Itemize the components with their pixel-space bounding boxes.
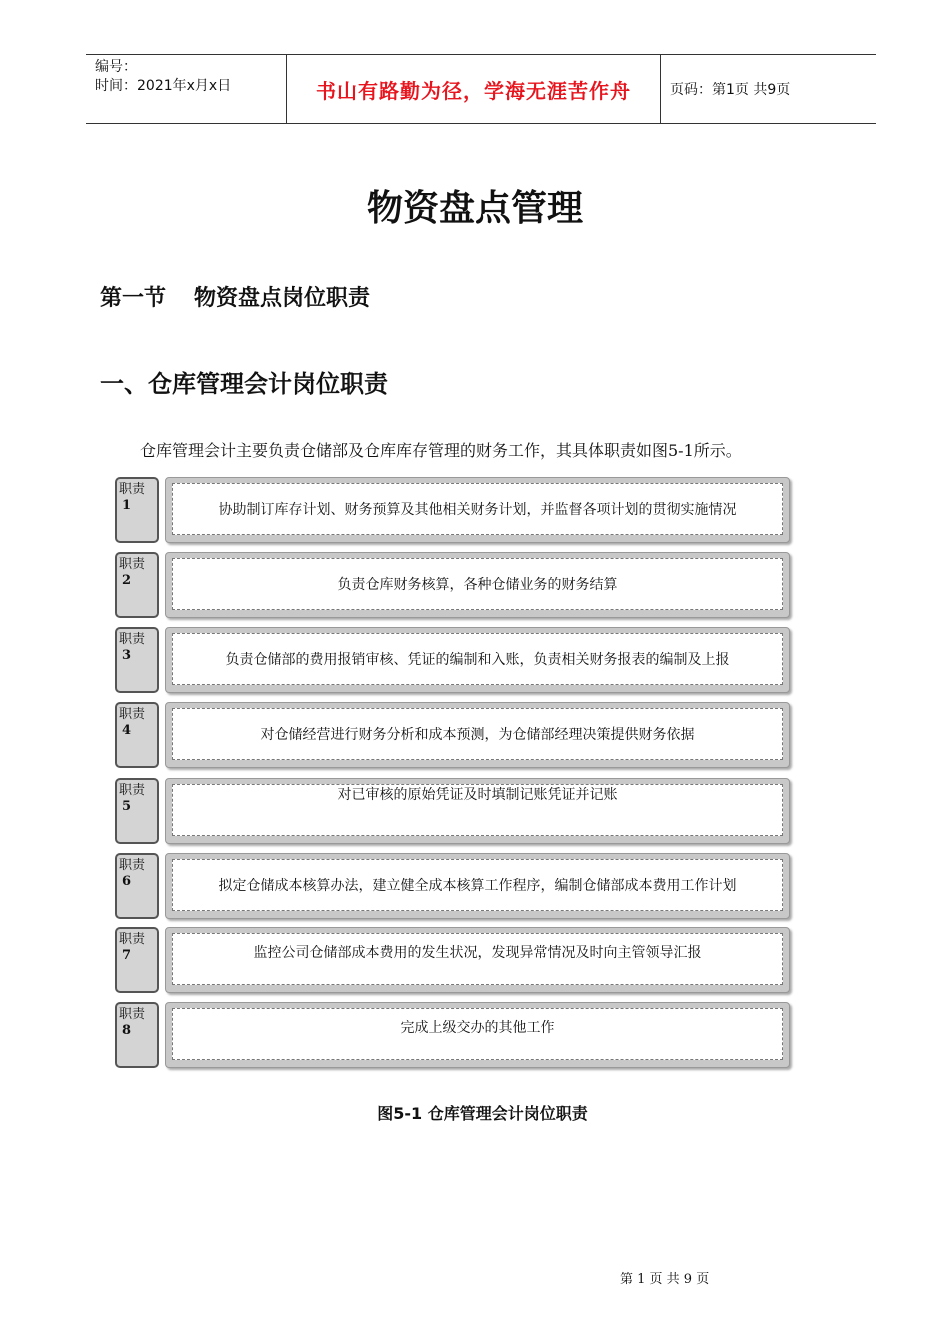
duty-row (115, 702, 790, 768)
document-number: 编号： (95, 59, 137, 75)
duty-box (165, 853, 790, 919)
duty-text: 拟定仓储成本核算办法，建立健全成本核算工作程序，编制仓储部成本费用工作计划 (172, 859, 783, 911)
page-footer: 第 1 页 共 9 页 (620, 1272, 710, 1287)
duty-label-text: 职责 (119, 932, 146, 947)
duty-label (115, 778, 159, 844)
duty-box (165, 627, 790, 693)
duty-text: 负责仓储部的费用报销审核、凭证的编制和入账，负责相关财务报表的编制及上报 (172, 633, 783, 685)
duty-label-number: 5 (122, 799, 132, 814)
document-time: 时间：2021年x月x日 (95, 78, 232, 94)
duty-label (115, 702, 159, 768)
duty-label-number: 1 (122, 498, 132, 513)
duty-box (165, 778, 790, 844)
header-motto-cell (287, 55, 661, 123)
duty-text: 完成上级交办的其他工作 (400, 1020, 555, 1036)
header-table (86, 54, 876, 124)
duty-label-number: 3 (122, 648, 132, 663)
duty-text: 负责仓库财务核算，各种仓储业务的财务结算 (172, 558, 783, 610)
duty-label-number: 4 (122, 723, 132, 738)
header-motto: 书山有路勤为径，学海无涯苦作舟 (316, 78, 631, 103)
subsection-heading: 一、仓库管理会计岗位职责 (100, 370, 388, 398)
duty-row (115, 927, 790, 993)
section-heading (100, 281, 370, 312)
duty-text-container (172, 933, 783, 985)
header-meta (86, 55, 287, 123)
header-page-number: 页码：第1页 共9页 (670, 82, 791, 98)
section-name: 物资盘点岗位职责 (194, 286, 371, 311)
duty-label-number: 7 (122, 948, 132, 963)
duty-text-container (172, 784, 783, 836)
duty-label-text: 职责 (119, 858, 146, 873)
duty-row (115, 778, 790, 844)
duty-label-text: 职责 (119, 632, 146, 647)
duty-label-text: 职责 (119, 783, 146, 798)
duty-label-number: 6 (122, 874, 132, 889)
duty-box (165, 477, 790, 543)
duty-row (115, 853, 790, 919)
duty-row (115, 1002, 790, 1068)
duty-label (115, 1002, 159, 1068)
duty-label (115, 927, 159, 993)
duty-label (115, 477, 159, 543)
duty-box (165, 1002, 790, 1068)
duty-label (115, 552, 159, 618)
duty-row (115, 552, 790, 618)
duty-label-number: 2 (122, 573, 132, 588)
duty-text: 对仓储经营进行财务分析和成本预测，为仓储部经理决策提供财务依据 (172, 708, 783, 760)
duty-text: 监控公司仓储部成本费用的发生状况，发现异常情况及时向主管领导汇报 (253, 945, 702, 961)
document-title: 物资盘点管理 (366, 188, 583, 229)
duty-box (165, 927, 790, 993)
duty-label-text: 职责 (119, 557, 146, 572)
duty-label (115, 853, 159, 919)
duty-text: 对已审核的原始凭证及时填制记账凭证并记账 (337, 787, 618, 803)
figure-caption: 图5-1 仓库管理会计岗位职责 (377, 1104, 588, 1123)
duty-label (115, 627, 159, 693)
duty-label-text: 职责 (119, 482, 146, 497)
duty-row (115, 627, 790, 693)
duty-text: 协助制订库存计划、财务预算及其他相关财务计划，并监督各项计划的贯彻实施情况 (172, 483, 783, 535)
duty-box (165, 552, 790, 618)
section-number: 第一节 (100, 286, 167, 311)
intro-paragraph: 仓库管理会计主要负责仓储部及仓库库存管理的财务工作，其具体职责如图5-1所示。 (140, 441, 742, 460)
duty-label-number: 8 (122, 1023, 132, 1038)
duty-label-text: 职责 (119, 1007, 146, 1022)
duty-text-container (172, 1008, 783, 1060)
header-page-cell (661, 55, 876, 123)
duty-box (165, 702, 790, 768)
duty-row (115, 477, 790, 543)
duty-label-text: 职责 (119, 707, 146, 722)
